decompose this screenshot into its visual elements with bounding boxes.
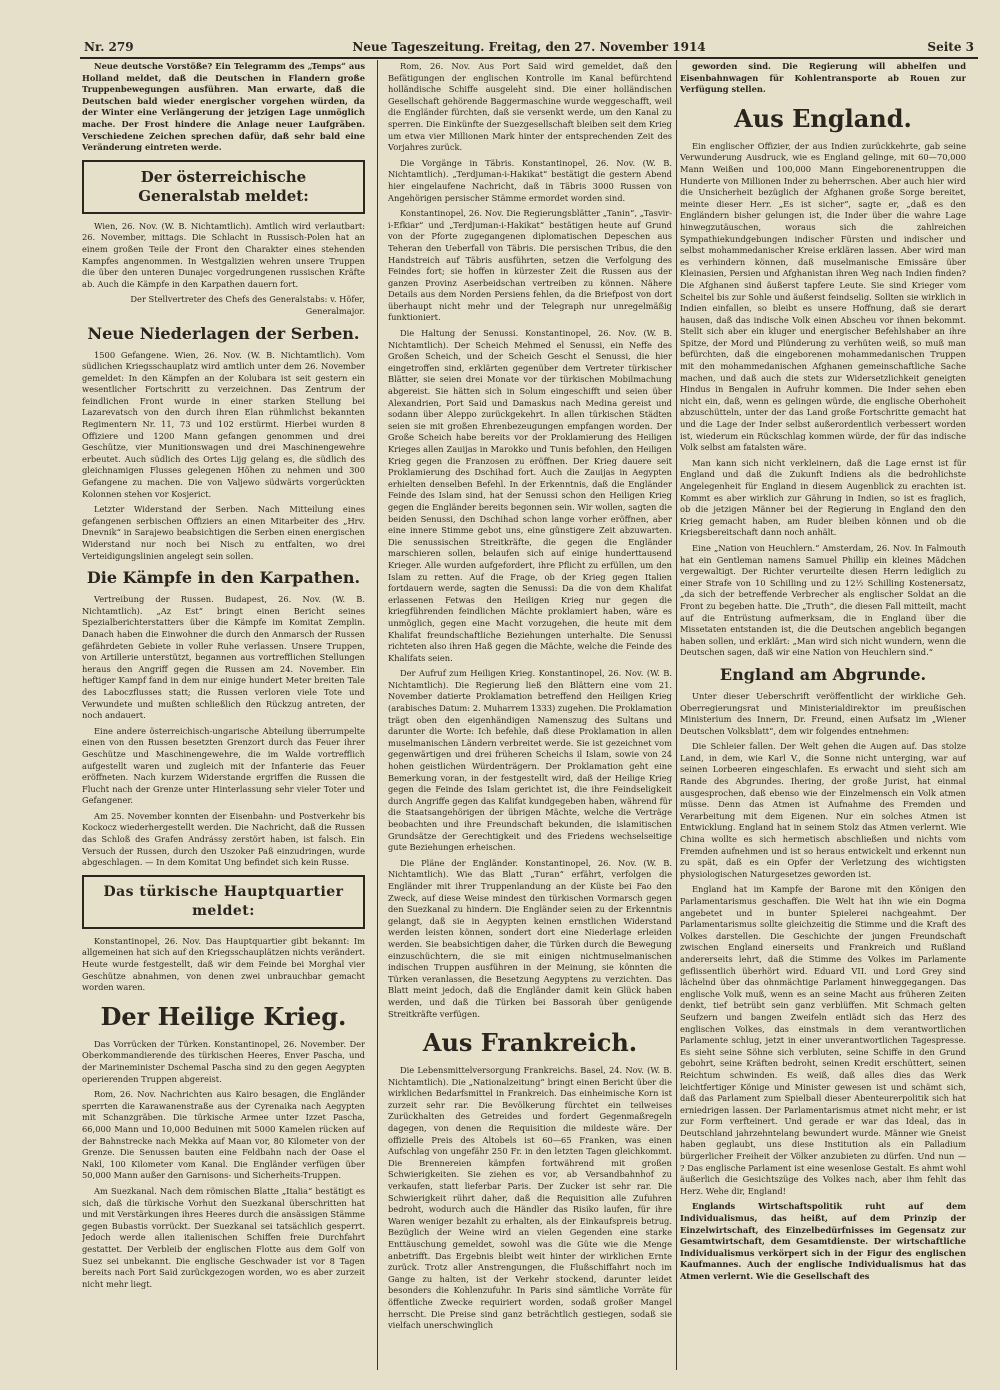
article-paragraph: Man kann sich nicht verkleinern, daß die Lage ernst ist für England und daß die Zukunft Indiens als die bedrohlichste Angelegenheit für England in diesem Augenblick zu erachten ist. Kommt es aber wirklich zur Gährung in Indien, so ist es fraglich, ob die jetzigen Männer bei der Regierung in England den den Krieg gemacht haben, am Ruder bleiben können und ob die Kriegsbereitschaft dann noch anhält. [680,457,966,538]
section-heading-karpathen: Die Kämpfe in den Karpathen. [86,568,361,588]
article-paragraph: 1500 Gefangene. Wien, 26. Nov. (W. B. Nichtamtlich). Vom südlichen Kriegsschauplatz wird amtlich unter dem 26. November gemeldet: In den Kämpfen an der Kolubara ist seit gestern ein wesentlicher Fortschritt zu verzeichnen. Das Zentrum der feindlichen Front wurde in einer starken Stellung bei Lazarevatsch von den durch ihren Elan rühmlichst bekannten Regimentern Nr. 11, 73 und 102 erstürmt. Hierbei wurden 8 Offiziere und 1200 Mann gefangen genommen und drei Geschütze, vier Munitionswagen und drei Maschinengewehre erbeutet. Auch südlich des Ortes Lijg gelang es, die südlich des gleichnamigen Flusses gelegenen Höhen zu nehmen und 300 Gefangene zu machen. Die von Valjewo südwärts vorgerückten Kolonnen stehen vor Kosjerict. [82,349,365,499]
section-heading-england: Aus England. [734,103,912,133]
article-paragraph: Vertreibung der Russen. Budapest, 26. Nov. (W. B. Nichtamtlich). „Az Est“ bringt einen Bericht seines Spezialberichterstatters über die Kämpfe im Komitat Zemplin. Danach haben die Einwohner die durch den Anmarsch der Russen gefährdeten Gebiete in voller Ruhe verlassen. Unsere Truppen, von Artillerie unterstützt, begannen aus vortrefflichen Stellungen heraus den Angriff gegen die Russen am 24. November. Ein heftiger Kampf fand in dem nur einige hundert Meter breiten Tale des Laboczflusses statt; die Russen verloren viele Tote und Verwundete und mußten schließlich den Rückzug antreten, der noch andauert. [82,594,365,721]
column-rule [676,60,677,1370]
issue-number: Nr. 279 [84,40,134,54]
article-paragraph: Rom, 26. Nov. Aus Port Said wird gemeldet, daß den Befätigungen der englischen Kontrolle im Kanal befürchtend holländische Schiffe ausgeleht sind. Die einer holländischen Gesellschaft gehörende Baggermaschine wurde weggeschafft, weil die Engländer fürchten, daß sie versenkt werde, um den Kanal zu sperren. Die Einkünfte der Suezgesellschaft bleiben seit dem Krieg um etwa vier Millionen Mark hinter der entsprechenden Zeit des Vorjahres zurück. [388,61,672,153]
article-paragraph: Die Lebensmittelversorgung Frankreichs. Basel, 24. Nov. (W. B. Nichtamtlich). Die „Nationalzeitung“ bringt einen Bericht über die wirklichen Bedarfsmittel in Frankreich. Das einheimische Korn ist zurzeit sehr rar. Die Bevölkerung fürchtet ein teilweises Zurückhalten des Getreides und fordert Gegenmaßregeln dagegen, von denen die Requisition die mildeste wäre. Der offizielle Preis des Altobels ist 60—65 Franken, was einen Aufschlag von ungefähr 250 Fr. in den letzten Tagen gleichkommt. Die Brennereien kämpfen fortwährend mit großen Schwierigkeiten. Sie ziehen es vor, ab Versandbahnhof zu verkaufen, statt lieferbar Paris. Der Zucker ist sehr rar. Die Schwierigkeit rührt daher, daß die Requisition alle Zufuhren bedroht, wodurch auch die Händler das Risiko laufen, für ihre Waren weniger bezahlt zu erhalten, als der Einkaufspreis betrug. Bezüglich der Weine wird an vielen Gegenden eine starke Enttäuschung gemeldet, sowohl was die Güte wie die Menge anbetrifft. Das Ergebnis bleibt weit hinter der wirklichen Ernte zurück. Trotz aller Anstrengungen, die Flußschiffahrt noch im Gange zu halten, ist der Verkehr stockend, darunter leidet besonders die Kohlenzufuhr. In Paris sind sämtliche Vorräte für öffentliche Zwecke requiriert worden, sodaß großer Mangel herrscht. Die Preise sind ganz beträchtlich gestiegen, sodaß sie vielfach unerschwinglich [388,1065,672,1331]
article-paragraph: Der Aufruf zum Heiligen Krieg. Konstantinopel, 26. Nov. (W. B. Nichtamtlich). Die Regierung ließ den Blättern eine vom 21. November datierte Proklamation betreffend den Heiligen Krieg (arabisches Datum: 2. Muharrem 1333) zugehen. Die Proklamation trägt oben den eigenhändigen Namenszug des Sultans und darunter die Worte: Ich befehle, daß diese Proklamation in allen muselmanischen Ländern verbreitet werde. Sie ist gezeichnet vom gegenwärtigen und drei früheren Scheichs il Islam, sowie von 24 hohen geistlichen Würdenträgern. Der Proklamation geht eine Bemerkung voran, in der festgestellt wird, daß der Heilige Krieg gegen die Feinde des Islam gerichtet ist, die ihre Feindseligkeit durch Angriffe gegen das Kalifat kundgegeben haben, während für die Staatsangehörigen der übrigen Mächte, welche die Verträge beobachten und ihre Freundschaft bekunden, die islamitischen Grundsätze der Gerechtigkeit und des Friedens wechselseitige gute Beziehungen erheischen. [388,668,672,853]
article-paragraph: geworden sind. Die Regierung will abhelfen und Eisenbahnwagen für Kohlentransporte ab Rouen zur Verfügung stellen. [680,61,966,95]
column-3 [680,61,966,1371]
article-paragraph: Am Suezkanal. Nach dem römischen Blatte „Italia“ bestätigt es sich, daß die türkische Vorhut den Suezkanal überschritten hat und mit Verstärkungen ihres Heeres durch die ansässigen Stämme gegen Bubastis vorrückt. Der Suezkanal sei tatsächlich gesperrt. Jedoch werde allen italienischen Schiffen freie Durchfahrt gestattet. Der Verbleib der englischen Flotte aus dem Golf von Suez sei unbekannt. Die englische Geschwader ist vor 8 Tagen bereits nach Port Said zurückgezogen worden, wo es aber zurzeit nicht mehr liegt. [82,1185,365,1289]
article-paragraph: Die Schleier fallen. Der Welt gehen die Augen auf. Das stolze Land, in dem, wie Karl V., die Sonne nicht unterging, war auf seinen Lorbeeren eingeschlafen. Es erwacht und sieht sich am Rande des Abgrundes. Ihering, der große Jurist, hat einmal ausgesprochen, daß ebenso wie der Einzelmensch ein Volk atmen müsse. Denn das Atmen ist Aufnahme des Fremden und Verarbeitung mit dem Eigenen. Nur ein solches Atmen ist Entwicklung. England hat in seinem Stolz das Atmen verlernt. Wie China wollte es sich hermetisch abschließen und nichts vom Fremden aufnehmen und ist so heraus entwickelt und erkennt nun zu spät, daß es ein Opfer der Verletzung des wichtigsten physiologischen Naturgesetzes geworden ist. [680,741,966,879]
article-paragraph: England hat im Kampfe der Barone mit den Königen den Parlamentarismus geschaffen. Die Welt hat ihn wie ein Dogma angebetet und in bunter Spielerei nachgeahmt. Der Parlamentarismus sollte gleichzeitig die Stimme und die Kraft des Volkes darstellen. Die Geschichte der jungen Freundschaft zwischen England einerseits und Frankreich und Rußland andererseits lehrt, daß die Stimme des Volkes im Parlamente geflissentlich überhört wird. Eduard VII. und Lord Grey sind lächelnd über das ohnmächtige Parlament hinweggegangen. Das englische Volk muß, wenn es an seine Macht aus früheren Zeiten denkt, tief betrübt sein ganz verblüffen. Mit Schmach gelten Seufzern und bangen Zweifeln entlädt sich das Herz des englischen Volkes, das einstmals in dem verantwortlichen Parlamente schlug, jetzt in einer unverantwortlichen Tagespresse. Es sieht seine Söhne sich verbluten, seine Schiffe in den Grund gebohrt, seine Kräften bedroht, seinen Kredit erschüttert, seinen Reichtum schwinden. Es weiß, daß alles dies das Werk leichtfertiger Könige und Minister gewesen ist und schämt sich, daß das Parlament zum Spielball dieser Abenteurerpolitik sich hat erniedrigen lassen. Der Parlamentarismus atmet nicht mehr, er ist zur Form verfteinert. Und gerade er war das Ideal, das in Deutschland jahrzehntelang bewundert wurde. Männer wie Gneist haben geglaubt, uns diese Institution als ein Palladium bürgerlicher Freiheit der Völker anzubieten zu dürfen. Und nun — ? Das englische Parlament ist eine wesenlose Gestalt. Es ahmt wohl äußerlich die Gesichtszüge des Volkes nach, aber ihm fehlt das Herz. Wehe dir, England! [680,884,966,1196]
section-heading-heilige-krieg: Der Heilige Krieg. [100,1001,347,1031]
article-paragraph: Das Vorrücken der Türken. Konstantinopel, 26. November. Der Oberkommandierende des türkischen Heeres, Enver Pascha, und der Marineminister Dschemal Pascha sind zu den gegen Aegypten operierenden Truppen abgereist. [82,1038,365,1084]
article-paragraph: Die Pläne der Engländer. Konstantinopel, 26. Nov. (W. B. Nichtamtlich). Wie das Blatt „Turan“ erfährt, verfolgen die Engländer mit ihrer Truppenlandung an der Küste bei Fao den Zweck, auf diese Weise mindest den türkischen Vormarsch gegen den Suezkanal zu hindern. Die Engländer seien zu der Erkenntnis gelangt, daß sie in Aegypten keinen ernstlichen Widerstand werden leisten können, sondert dort eine Niederlage erleiden werden. Sie beabsichtigen daher, die Türken durch die Bewegung einzuschüchtern, die sie mit einigen nichtmuselmanischen indischen Truppen ausführen in der Meinung, sie könnten die Türken veranlassen, die Besetzung Aegyptens zu verzichten. Das Blatt meint jedoch, daß die Engländer damit kein Glück haben werden, und daß die Türken bei Bassorah über genügende Streitkräfte verfügen. [388,857,672,1019]
article-paragraph: Neue deutsche Vorstöße? Ein Telegramm des „Temps“ aus Holland meldet, daß die Deutschen in Flandern große Truppenbewegungen ausführen. Man erwarte, daß die Deutschen bald wieder energischer vorgehen würden, da der Winter eine Verlängerung der jetzigen Lage unmöglich mache. Der Frost hindere die Anlage neuer Laufgräben. Verschiedene Zeichen sprechen dafür, daß sehr bald eine Veränderung eintreten werde. [82,61,365,153]
running-head [84,40,974,58]
article-paragraph: Letzter Widerstand der Serben. Nach Mitteilung eines gefangenen serbischen Offiziers an einen Mitarbeiter des „Hrv. Dnevnik“ in Sarajewo beabsichtigen die Serben einen energischen Widerstand nur noch bei Nisch zu entfalten, wo drei Verteidigungslinien angelegt sein sollen. [82,504,365,561]
signature-line: Der Stellvertreter des Chefs des Generalstabs: v. Höfer, Generalmajor. [130,294,365,316]
article-paragraph: Eine andere österreichisch-ungarische Abteilung überrumpelte einen von den Russen besetzten Grenzort durch das Feuer ihrer Geschütze und Maschinengewehre, die im Walde vortrefflich aufgestellt waren und zugleich mit der Infanterie das Feuer eröffneten. Nach kurzem Widerstande ergriffen die Russen die Flucht nach der Grenze unter Hinterlassung sehr vieler Toter und Gefangener. [82,725,365,806]
column-1 [82,61,365,1371]
article-paragraph: Rom, 26. Nov. Nachrichten aus Kairo besagen, die Engländer sperrten die Karawanenstraße aus der Cyrenaika nach Aegypten mit Schanzgräben. Die türkische Armee unter Izzet Pascha, 66,000 Mann und 10,000 Beduinen mit 5000 Kamelen rücken auf der Bahnstrecke nach Mekka auf Maan vor, 80 Kilometer von der Grenze. Die Senussen bauten eine Feldbahn nach der Oase el Nakl, 100 Kilometer vom Kanal. Die Engländer verfügen über 50,000 Mann außer den Garnisons- und Sicherheits-Truppen. [82,1089,365,1181]
header-rule [80,57,978,59]
article-paragraph: Unter dieser Ueberschrift veröffentlicht der wirkliche Geh. Oberregierungsrat und Ministerialdirektor im preußischen Ministerium des Innern, Dr. Freund, einen Aufsatz im „Wiener Deutschen Volksblatt“, dem wir folgendes entnehmen: [680,690,966,736]
article-paragraph: Englands Wirtschaftspolitik ruht auf dem Individualismus, das heißt, auf dem Prinzip der Einzelwirtschaft, des Einzelbedürfnisses im Gegensatz zur Gesamtwirtschaft, dem Gesamtdienste. Der wirtschaftliche Individualismus verkörpert sich in der Figur des englischen Kaufmannes. Auch der englische Individualismus hat das Atmen verlernt. Wie die Gesellschaft des [680,1201,966,1281]
section-heading-tuerkisch: Das türkische Hauptquartier meldet: [82,875,365,929]
article-paragraph: Ein englischer Offizier, der aus Indien zurückkehrte, gab seine Verwunderung Ausdruck, wie es England gelinge, mit 60—70,000 Mann Weißen und 100,000 Mann Eingeborenentruppen die Hunderte von Millionen Inder zu beherrschen. Aber auch hier wird die Unsicherheit bezüglich der Afghanen große Sorge bereitet, meinte dieser Herr. „Es ist sicher“, sagte er, „daß es den Engländern bisher gelungen ist, die Inder über die wahre Lage hinwegzutäuschen, woraus sich die zahlreichen Sympathiekundgebungen indischer Fürsten und indischer und selbst mohammedanischer Kreise erklären lassen. Aber wird man es verhindern können, daß muselmanische Emissäre über Kleinasien, Persien und Afghanistan ihren Weg nach Indien finden? Die Afghanen sind äußerst tapfere Leute. Sie sind Krieger vom Scheitel bis zur Sohle und äußerst feindselig. Sollten sie wirklich in Indien einfallen, so bleibt es unsere Hoffnung, daß sie derart hausen, daß das indische Volk einen Abscheu vor ihnen bekommt. Stellt sich aber ein kluger und energischer Befehlshaber an ihre Spitze, der Mord und Plünderung zu verhüten weiß, so muß man befürchten, daß die eingeborenen mohammedanischen Truppen mit den mohammedanischen Afghanen gemeinschaftliche Sache machen, und daß auch die stets zur Widersetzlichkeit geneigten Hindus in Bengalen in Aufruhr kommen. Die Inder sehen eben nicht ein, daß, wenn es gelingen würde, die englische Oberhoheit abzuschütteln, unter der das Land große Fortschritte gemacht hat und die Lage der Inder selbst außerordentlich verbessert worden ist, wiederum ein Rückschlag kommen würde, der für das indische Volk selbst am fatalsten wäre. [680,140,966,453]
section-heading-abgrunde: England am Abgrunde. [719,664,927,684]
column-rule [377,60,378,1370]
article-paragraph: Am 25. November konnten der Eisenbahn- und Postverkehr bis Kockocz wiederhergestellt werden. Die Nachricht, daß die Russen das Schloß des Grafen Andrássy zerstört haben, ist falsch. Ein Versuch der Russen, durch den Uszoker Paß einzudringen, wurde abgeschlagen. — In dem Komitat Ung befindet sich kein Russe. [82,810,365,868]
article-paragraph: Wien, 26. Nov. (W. B. Nichtamtlich). Amtlich wird verlautbart: 26. November, mittags. Die Schlacht in Russisch-Polen hat an einem großen Teile der Front den Charakter eines stehenden Kampfes angenommen. In Westgalizien wehren unsere Truppen die über den unteren Dunajec vorgedrungenen russischen Kräfte ab. Auch die Kämpfe in den Karpathen dauern fort. [82,220,365,289]
section-heading-generalstab: Der österreichische Generalstab meldet: [82,160,365,214]
article-paragraph: Die Vorgänge in Täbris. Konstantinopel, 26. Nov. (W. B. Nichtamtlich). „Terdjuman-i-Hakikat“ bestätigt die gestern Abend hier eingelaufene Nachricht, daß in Täbris 3000 Russen von Angehörigen persischer Stämme ermordet worden sind. [388,157,672,203]
article-paragraph: Eine „Nation von Heuchlern.“ Amsterdam, 26. Nov. In Falmouth hat ein Gentleman namens Samuel Phillip ein kleines Mädchen vergewaltigt. Der Richter verurteilte diesen Herrn lediglich zu einer Strafe von 10 Schilling und zu 12½ Schilling Kostenersatz, „da sich der betreffende Verbrecher als englischer Soldat an die Front zu begeben hatte. Die „Truth“, die diesen Fall mitteilt, macht auf die Entrüstung aufmerksam, die in England über die Missetaten entstanden ist, die die Deutschen angeblich begangen haben sollen, und erklärt: „Man wird sich nicht wundern, wenn die Deutschen sagen, daß wir eine Nation von Heuchlern sind.“ [680,542,966,658]
page-number: Seite 3 [927,40,974,54]
section-heading-frankreich: Aus Frankreich. [422,1028,638,1058]
column-2 [388,61,672,1371]
section-heading-serben: Neue Niederlagen der Serben. [87,323,360,343]
masthead-date: Neue Tageszeitung. Freitag, den 27. November 1914 [352,40,706,54]
article-paragraph: Konstantinopel, 26. Nov. Das Hauptquartier gibt bekannt: Im allgemeinen hat sich auf den Kriegsschauplätzen nichts verändert. Heute wurde festgestellt, daß wir dem Feinde bei Morghal vier Geschütze abnahmen, von denen zwei unbrauchbar gemacht worden waren. [82,935,365,993]
article-paragraph: Konstantinopel, 26. Nov. Die Regierungsblätter „Tanin“, „Tasvir-i-Efkiar“ und „Terdjuman-i-Hakikat“ bestätigen heute auf Grund von der Pforte zugegangenen diplomatischen Depeschen aus Teheran den Ueberfall von Täbris. Die persischen Tribus, die den Handstreich auf Täbris ausführten, setzen die Verfolgung des Feindes fort; sie hoffen in kürzester Zeit die Russen aus der ganzen Provinz Aserbeidschan vertreiben zu können. Nähere Details aus dem Norden Persiens fehlen, da die Briefpost von dort überhaupt nicht mehr und der Telegraph nur unregelmäßig funktioniert. [388,208,672,323]
article-paragraph: Die Haltung der Senussi. Konstantinopel, 26. Nov. (W. B. Nichtamtlich). Der Scheich Mehmed el Senussi, ein Neffe des Großen Scheich, und der Scheich Gescht el Senussi, die hier eingetroffen sind, erklärten gegenüber dem Vertreter türkischer Blätter, sie seien drei Monate vor der türkischen Mobilmachung abgereist. Sie hätten sich in Solum eingeschifft und seien über Alexandrien, Port Said und Damaskus nach Medina gereist und sodann über Aleppo zurückgekehrt. In allen türkischen Städten seien sie mit großen Ehrenbezeugungen empfangen worden. Der Große Scheich habe bereits vor der Proklamierung des Heiligen Krieges allen Zauijas in Marokko und Tunis befohlen, den Heiligen Krieg gegen die Franzosen zu eröffnen. Der Krieg dauere seit Proklamierung des Dschihad fort. Auch die Zauijas in Aegypten erhielten denselben Befehl. In der Erkenntnis, daß die Engländer Feinde des Islam sind, hat der Senussi schon den Heiligen Krieg gegen die Engländer bereits begonnen sein. Wir wollen, sagten die beiden Senussi, den Dschihad schon lange vorher eröffnen, aber eine innere Stimme gebot uns, eine günstigere Zeit abzuwarten. Die senussischen Streitkräfte, die gegen die Engländer marschieren sollen, belaufen sich auf einige hunderttausend Krieger. Alle wurden aufgefordert, ihre Pflicht zu erfüllen, um den Islam zu retten. Auf die Frage, ob der Krieg gegen Italien fortdauern werde, sagten die Senussi: Da die von dem Khalifat erlassenen Fetwas den Heiligen Krieg nur gegen die kriegführenden feindlichen Mächte proklamiert haben, wäre es unmöglich, gegen eine Macht vorzugehen, die heute mit dem Khalifat freundschaftliche Beziehungen unterhalte. Die Senussi richteten also ihren Haß gegen die Mächte, welche die Feinde des Khalifats seien. [388,328,672,663]
